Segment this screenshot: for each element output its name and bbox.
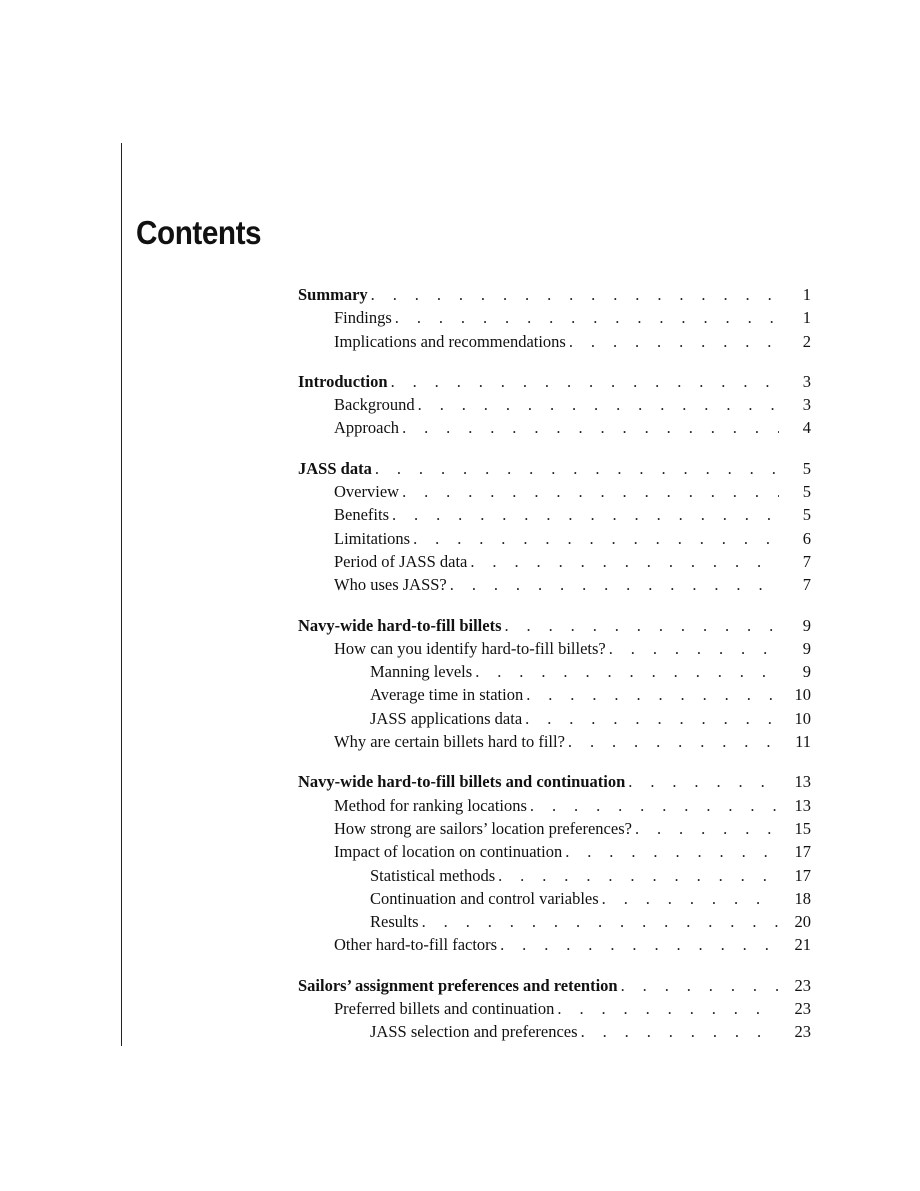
toc-section-entry[interactable] xyxy=(298,527,811,550)
toc-entry-title: Overview xyxy=(334,482,400,502)
toc-section-entry[interactable] xyxy=(298,550,811,573)
toc-entry-title: Statistical methods xyxy=(370,865,496,885)
dot-leader xyxy=(413,527,779,550)
toc-page-number: 13 xyxy=(794,772,811,792)
toc-page-number: 17 xyxy=(794,865,811,885)
toc-chapter-entry[interactable] xyxy=(298,370,811,393)
toc-entry-title: Navy-wide hard-to-fill billets xyxy=(298,615,502,635)
toc-page-number: 5 xyxy=(802,458,811,478)
toc-subsection-entry[interactable] xyxy=(298,707,811,730)
toc-subsection-entry[interactable] xyxy=(298,683,811,706)
toc-subsection-entry[interactable] xyxy=(298,864,811,887)
dot-leader xyxy=(395,306,779,329)
toc-chapter-entry[interactable] xyxy=(298,457,811,480)
toc-subsection-entry[interactable] xyxy=(298,910,811,933)
toc-page-number: 11 xyxy=(795,732,811,752)
dot-leader xyxy=(621,974,779,997)
toc-page-number: 21 xyxy=(794,935,811,955)
dot-leader xyxy=(450,573,779,596)
toc-section xyxy=(298,370,811,440)
toc-entry-title: Other hard-to-fill factors xyxy=(334,935,498,955)
toc-page-number: 2 xyxy=(802,331,811,351)
toc-page-number: 3 xyxy=(802,395,811,415)
toc-chapter-entry[interactable] xyxy=(298,614,811,637)
toc-entry-title: JASS selection and preferences xyxy=(370,1022,578,1042)
dot-leader xyxy=(628,770,779,793)
dot-leader xyxy=(609,637,779,660)
toc-section xyxy=(298,283,811,353)
toc-chapter-entry[interactable] xyxy=(298,974,811,997)
dot-leader xyxy=(557,997,779,1020)
table-of-contents xyxy=(298,283,811,1061)
dot-leader xyxy=(392,503,779,526)
toc-entry-title: Background xyxy=(334,395,415,415)
toc-section-entry[interactable] xyxy=(298,480,811,503)
toc-section-entry[interactable] xyxy=(298,330,811,353)
dot-leader xyxy=(470,550,779,573)
toc-entry-title: Implications and recommendations xyxy=(334,331,566,351)
toc-entry-title: Navy-wide hard-to-fill billets and continuation xyxy=(298,772,626,792)
toc-section xyxy=(298,457,811,597)
toc-entry-title: How strong are sailors’ location preferences? xyxy=(334,818,632,838)
toc-page-number: 7 xyxy=(802,575,811,595)
toc-chapter-entry[interactable] xyxy=(298,283,811,306)
dot-leader xyxy=(568,730,779,753)
toc-section-entry[interactable] xyxy=(298,393,811,416)
toc-section xyxy=(298,770,811,956)
toc-entry-title: Results xyxy=(370,912,419,932)
toc-page-number: 20 xyxy=(794,912,811,932)
toc-section-entry[interactable] xyxy=(298,503,811,526)
toc-page-number: 23 xyxy=(794,1022,811,1042)
dot-leader xyxy=(569,330,779,353)
toc-page-number: 17 xyxy=(794,842,811,862)
toc-section-entry[interactable] xyxy=(298,416,811,439)
toc-entry-title: Findings xyxy=(334,308,392,328)
toc-entry-title: Preferred billets and continuation xyxy=(334,999,555,1019)
toc-section xyxy=(298,974,811,1044)
toc-entry-title: Period of JASS data xyxy=(334,551,468,571)
toc-entry-title: Introduction xyxy=(298,371,388,391)
toc-page-number: 9 xyxy=(802,615,811,635)
toc-page-number: 1 xyxy=(802,308,811,328)
toc-section-entry[interactable] xyxy=(298,997,811,1020)
toc-page-number: 4 xyxy=(802,418,811,438)
left-margin-rule xyxy=(121,143,122,1046)
dot-leader xyxy=(602,887,779,910)
toc-entry-title: Sailors’ assignment preferences and retention xyxy=(298,975,618,995)
toc-section xyxy=(298,614,811,754)
toc-subsection-entry[interactable] xyxy=(298,887,811,910)
dot-leader xyxy=(422,910,779,933)
toc-entry-title: Summary xyxy=(298,285,368,304)
dot-leader xyxy=(565,840,779,863)
toc-section-entry[interactable] xyxy=(298,573,811,596)
toc-entry-title: Approach xyxy=(334,418,400,438)
toc-section-entry[interactable] xyxy=(298,730,811,753)
toc-page-number: 9 xyxy=(802,638,811,658)
toc-page-number: 10 xyxy=(794,708,811,728)
dot-leader xyxy=(500,933,779,956)
toc-section-entry[interactable] xyxy=(298,817,811,840)
toc-section-entry[interactable] xyxy=(298,840,811,863)
toc-entry-title: Method for ranking locations xyxy=(334,795,527,815)
dot-leader xyxy=(402,416,779,439)
dot-leader xyxy=(391,370,779,393)
toc-entry-title: Who uses JASS? xyxy=(334,575,447,595)
toc-page-number: 5 xyxy=(802,482,811,502)
toc-entry-title: Why are certain billets hard to fill? xyxy=(334,732,565,752)
toc-entry-title: Average time in station xyxy=(370,685,524,705)
dot-leader xyxy=(526,683,779,706)
toc-page-number: 7 xyxy=(802,551,811,571)
toc-chapter-entry[interactable] xyxy=(298,770,811,793)
toc-page-number: 5 xyxy=(802,505,811,525)
page-title: Contents xyxy=(136,214,262,251)
toc-page-number: 6 xyxy=(802,528,811,548)
toc-entry-title: Benefits xyxy=(334,505,389,525)
toc-entry-title: How can you identify hard-to-fill billets? xyxy=(334,638,606,658)
dot-leader xyxy=(530,794,779,817)
toc-section-entry[interactable] xyxy=(298,794,811,817)
toc-page-number: 1 xyxy=(802,285,811,304)
toc-section-entry[interactable] xyxy=(298,933,811,956)
toc-page-number: 15 xyxy=(794,818,811,838)
toc-section-entry[interactable] xyxy=(298,637,811,660)
dot-leader xyxy=(418,393,779,416)
dot-leader xyxy=(402,480,779,503)
toc-page-number: 3 xyxy=(802,371,811,391)
toc-page-number: 23 xyxy=(794,975,811,995)
toc-page-number: 13 xyxy=(794,795,811,815)
dot-leader xyxy=(505,614,780,637)
dot-leader xyxy=(635,817,779,840)
dot-leader xyxy=(498,864,779,887)
dot-leader xyxy=(375,457,779,480)
toc-page-number: 10 xyxy=(794,685,811,705)
toc-page-number: 23 xyxy=(794,999,811,1019)
toc-entry-title: Limitations xyxy=(334,528,411,548)
toc-page-number: 9 xyxy=(802,662,811,682)
toc-entry-title: Impact of location on continuation xyxy=(334,842,563,862)
toc-entry-title: Manning levels xyxy=(370,662,473,682)
toc-subsection-entry[interactable] xyxy=(298,1020,811,1043)
dot-leader xyxy=(475,660,779,683)
dot-leader xyxy=(581,1020,779,1043)
toc-subsection-entry[interactable] xyxy=(298,660,811,683)
toc-section-entry[interactable] xyxy=(298,306,811,329)
toc-entry-title: JASS data xyxy=(298,458,372,478)
dot-leader xyxy=(525,707,779,730)
dot-leader xyxy=(371,283,779,306)
toc-page-number: 18 xyxy=(794,888,811,908)
toc-entry-title: JASS applications data xyxy=(370,708,523,728)
toc-entry-title: Continuation and control variables xyxy=(370,888,599,908)
